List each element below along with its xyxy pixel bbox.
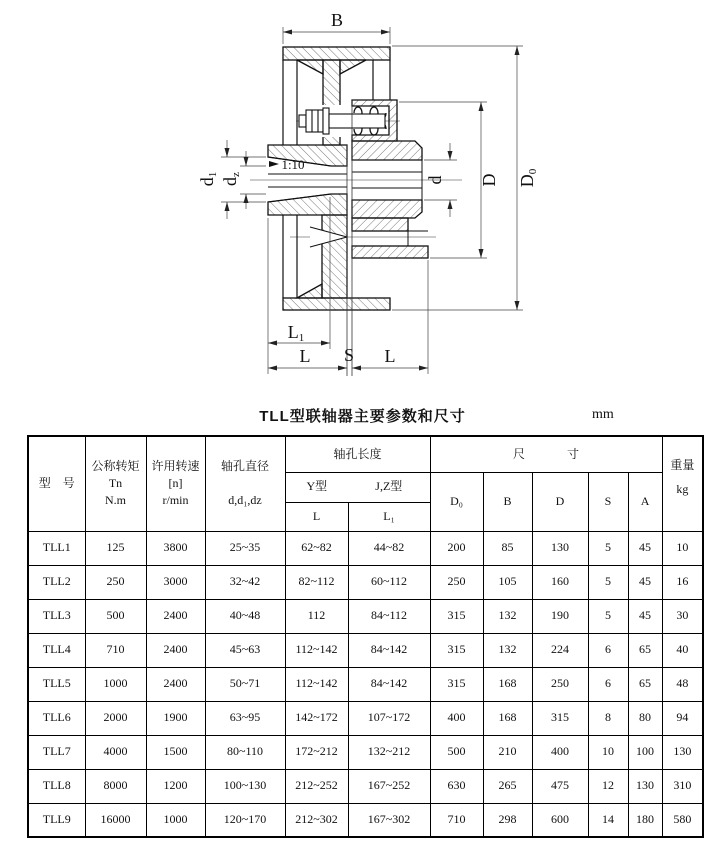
header-type-row: Y型 J,Z型: [285, 472, 430, 502]
header-bore-length: 轴孔长度: [285, 436, 430, 472]
table-row: TLL8 8000 1200 100~130 212~252 167~252 630 265 475 12 130 310: [28, 769, 703, 803]
header-speed: 许用转速 [n] r/min: [146, 436, 205, 531]
dim-label-S: S: [343, 345, 355, 365]
table-row: TLL6 2000 1900 63~95 142~172 107~172 400 168 315 8 80 94: [28, 701, 703, 735]
header-col-S: S: [588, 472, 628, 531]
taper-note-label: 1:10: [281, 157, 305, 172]
dim-label-L-right: L: [384, 346, 396, 366]
table-row: TLL4 710 2400 45~63 112~142 84~142 315 132 224 6 65 40: [28, 633, 703, 667]
taper-arrow-icon: [269, 161, 279, 167]
table-row: TLL2 250 3000 32~42 82~112 60~112 250 105 160 5 45 16: [28, 565, 703, 599]
table-row: TLL1 125 3800 25~35 62~82 44~82 200 85 130 5 45 10: [28, 531, 703, 565]
dim-label-L-left: L: [299, 346, 311, 366]
header-size: 尺 寸: [430, 436, 662, 472]
header-col-D0: D₀: [430, 472, 483, 531]
dim-label-B: B: [330, 10, 344, 30]
coupling-section-drawing: [0, 0, 725, 400]
header-col-B: B: [483, 472, 532, 531]
header-col-L1: L₁: [348, 502, 430, 531]
dim-label-d1: d1: [197, 171, 219, 187]
dim-label-D0: D0: [517, 168, 539, 188]
header-model: 型 号: [28, 436, 85, 531]
dim-label-d: d: [425, 175, 445, 185]
table-row: TLL7 4000 1500 80~110 172~212 132~212 500 210 400 10 100 130: [28, 735, 703, 769]
table-row: TLL9 16000 1000 120~170 212~302 167~302 710 298 600 14 180 580: [28, 803, 703, 837]
header-col-D: D: [532, 472, 588, 531]
parameters-table: [27, 435, 704, 838]
table-title: TLL型联轴器主要参数和尺寸: [259, 408, 466, 425]
header-torque: 公称转矩 Tn N.m: [85, 436, 146, 531]
header-col-A: A: [628, 472, 662, 531]
joint-gap-lines: [347, 100, 352, 376]
dim-label-dz: dz: [220, 172, 242, 186]
dim-label-L1: L1: [287, 322, 305, 344]
table-row: TLL3 500 2400 40~48 112 84~112 315 132 190 5 45 30: [28, 599, 703, 633]
dim-label-D: D: [479, 173, 499, 187]
header-weight: 重量 kg: [662, 436, 703, 531]
left-hub-drum: [268, 47, 390, 310]
unit-label: mm: [592, 407, 614, 422]
table-row: TLL5 1000 2400 50~71 112~142 84~142 315 168 250 6 65 48: [28, 667, 703, 701]
header-col-L: L: [285, 502, 348, 531]
header-bore-diameter: 轴孔直径 d,d₁,dz: [205, 436, 285, 531]
